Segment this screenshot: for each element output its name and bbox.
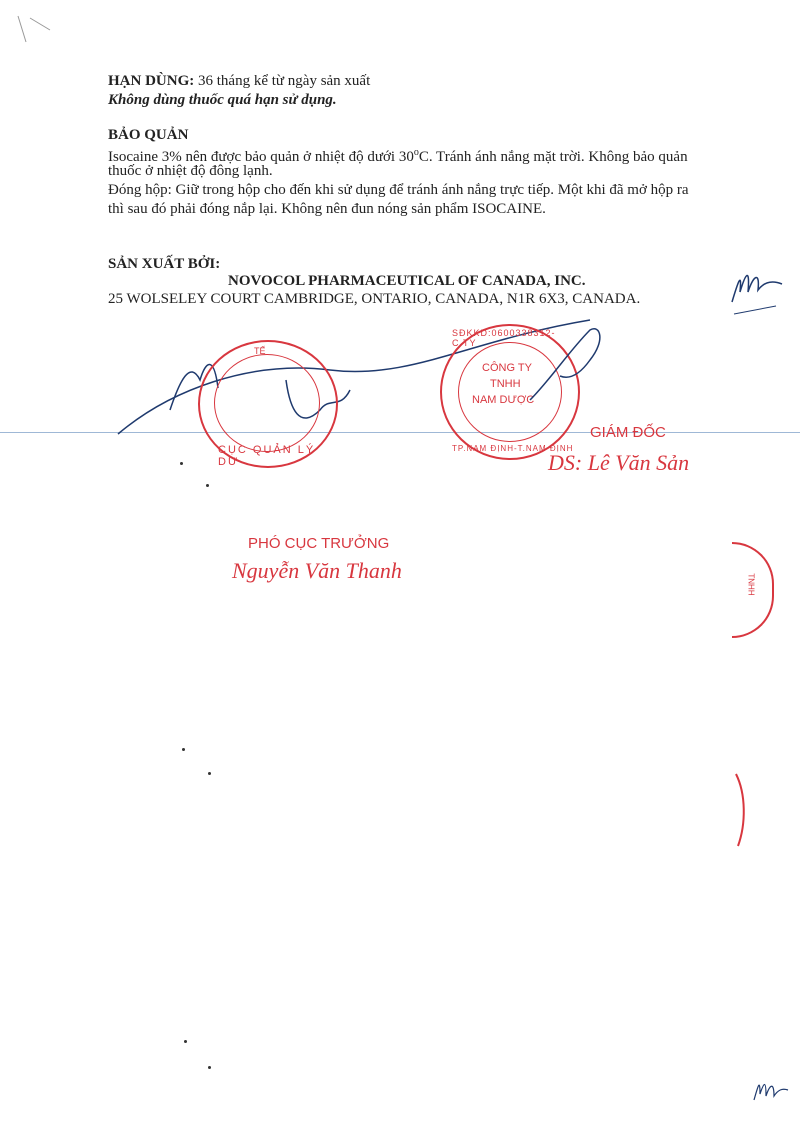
scan-dot [180, 462, 183, 465]
manufacturer-name: NOVOCOL PHARMACEUTICAL OF CANADA, INC. [228, 273, 586, 289]
stamp-right-center-2: TNHH [490, 378, 521, 390]
edge-curve [732, 770, 752, 850]
corner-mark [14, 8, 54, 48]
manufacturer-address: 25 WOLSELEY COURT CAMBRIDGE, ONTARIO, CANADA, N1R 6X3, CANADA. [108, 291, 641, 307]
shelf-life-label: HẠN DÙNG: [108, 73, 195, 89]
shelf-life-warning: Không dùng thuốc quá hạn sử dụng. [108, 92, 337, 108]
stamp-left-ring-bottom: CỤC QUẢN LÝ DƯ [218, 444, 316, 468]
storage-line-3: Đóng hộp: Giữ trong hộp cho đến khi sử dụng để tránh ánh nắng trực tiếp. Một khi đã mở hộp ra [108, 182, 689, 198]
stamp-right-center-1: CÔNG TY [482, 362, 532, 374]
stamp-left-top-mark: TẾ [254, 346, 266, 356]
storage-heading: BẢO QUẢN [108, 127, 189, 143]
edge-stamp [732, 542, 774, 638]
stamp-right-center-3: NAM DƯỢC [472, 394, 535, 406]
director-name: DS: Lê Văn Sản [548, 450, 690, 475]
scan-dot [208, 772, 211, 775]
shelf-life-value: 36 tháng kể từ ngày sản xuất [198, 73, 371, 89]
scan-dot [208, 1066, 211, 1069]
deputy-name: Nguyễn Văn Thanh [232, 558, 402, 583]
stamp-right-ring-text: SĐKKD:0600338312-C.TY [452, 328, 556, 348]
signature-right-stamp [520, 320, 610, 410]
scan-dot [182, 748, 185, 751]
director-title: GIÁM ĐỐC [590, 424, 666, 441]
scan-dot [206, 484, 209, 487]
storage-line-2: thuốc ở nhiệt độ đông lạnh. [108, 163, 273, 179]
stamp-right-ring-bottom: TP.NAM ĐỊNH-T.NAM ĐỊNH [452, 444, 574, 453]
degree-sup: o [413, 147, 419, 158]
stamp-left-inner-ring [214, 354, 320, 452]
stamp-left [198, 340, 338, 468]
scan-dot [184, 1040, 187, 1043]
storage-line-1-post: C. Tránh ánh nắng mặt trời. Không bảo quản [418, 149, 688, 165]
storage-line-4: thì sau đó phải đóng nắp lại. Không nên đun nóng sản phẩm ISOCAINE. [108, 201, 546, 217]
storage-line-1-pre: Isocaine 3% nên được bảo quản ở nhiệt độ dưới 30 [108, 149, 414, 165]
initials-signature-top [728, 262, 788, 322]
initials-signature-bottom [752, 1072, 792, 1108]
deputy-title: PHÓ CỤC TRƯỞNG [248, 535, 390, 552]
edge-stamp-text: TNHH [746, 573, 756, 596]
shelf-life-line [108, 72, 370, 90]
manufacturer-heading: SẢN XUẤT BỞI: [108, 256, 221, 272]
